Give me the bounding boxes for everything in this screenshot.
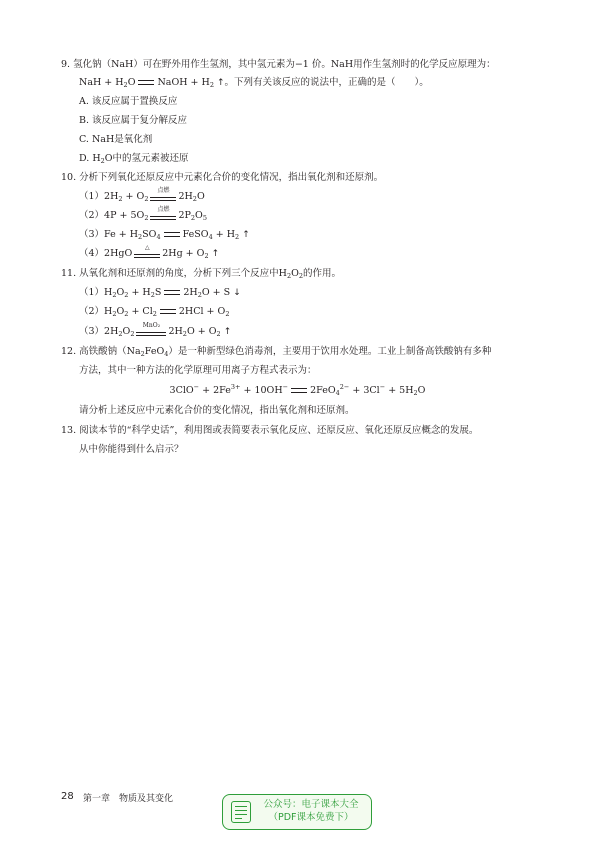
ignite-condition: 点燃 (150, 210, 176, 222)
q9-option-d: D. $H_2O$中的氢元素被还原 (79, 153, 189, 165)
q12-line-2: 方法，其中一种方法的化学原理可用离子方程式表示为： (79, 365, 317, 376)
q10-reaction-4: （4）2HgO △ $2Hg + O_2$ ↑ (79, 243, 220, 260)
q12-stem: 12. 高铁酸钠$(Na_2FeO_4)$是一种新型绿色消毒剂，主要用于饮用水处理。工业上制备高铁酸钠有多种 (61, 346, 492, 358)
q11-stem: 11. 从氧化剂和还原剂的角度，分析下列三个反应中$H_2O_2$的作用。 (61, 268, 342, 280)
ignite-condition: 点燃 (150, 191, 176, 203)
heat-condition: △ (134, 248, 160, 260)
stamp-line-1: 公众号：电子课本大全 (263, 799, 359, 810)
chapter-title: 第一章 物质及其变化 (83, 794, 174, 804)
q10-stem: 10. 分析下列氧化还原反应中元素化合价的变化情况，指出氧化剂和还原剂。 (61, 172, 384, 183)
q11-reaction-3: $(3)2H_2O_2$ MnO₂ $2H_2O + O_2$ ↑ (79, 321, 232, 338)
q9-option-a: A. 该反应属于置换反应 (79, 96, 178, 107)
q13-line-2: 从中你能得到什么启示？ (79, 444, 184, 455)
q10-reaction-3: $(3)Fe + H_2SO_4$ FeSO$_4$ + $H_2$ ↑ (79, 229, 250, 241)
q9-equation-tail: 。下列有关该反应的说法中，正确的是（ ）。 (224, 77, 429, 88)
q9-equation: NaH + $H_2O$ NaOH + $H_2$ ↑。下列有关该反应的说法中，正确的是（ ）。 (79, 77, 429, 89)
q11-reaction-1: $(1)H_2O_2 + H_2S$ $2H_2O + S$ ↓ (79, 287, 241, 299)
q11-reaction-2: $(2)H_2O_2 + Cl_2$ $2HCl + O_2$ (79, 306, 230, 318)
page-number: 28 (61, 791, 74, 802)
q9-stem: 9. 氢化钠（NaH）可在野外用作生氢剂，其中氢元素为−1 价。NaH用作生氢剂时的化学反应原理为： (61, 59, 496, 70)
q9-option-b: B. 该反应属于复分解反应 (79, 115, 188, 126)
stamp-line-2: （PDF课本免费下） (268, 812, 354, 823)
watermark-stamp (222, 794, 372, 830)
book-icon (231, 801, 251, 823)
q10-reaction-1: $(1)2H_2 + O_2$ 点燃 $2H_2O$ (79, 186, 205, 203)
q12-ionic-equation: $3ClO^- + 2Fe^{3+} + 10OH^-$ $2FeO_4^{2-} + 3Cl^- + 5H_2O$ (169, 383, 426, 397)
q9-option-d-tail: 中的氢元素被还原 (112, 153, 189, 164)
q9-option-c: C. NaH是氧化剂 (79, 134, 153, 145)
q13-line-1: 13. 阅读本节的“科学史话”，利用图或表简要表示氧化反应、还原反应、氧化还原反应概念的发展。 (61, 425, 479, 436)
q12-line-3: 请分析上述反应中元素化合价的变化情况，指出氧化剂和还原剂。 (79, 405, 355, 416)
catalyst-condition: MnO₂ (136, 326, 166, 338)
q10-reaction-2: $(2)4P + 5O_2$ 点燃 $2P_2O_5$ (79, 205, 207, 222)
